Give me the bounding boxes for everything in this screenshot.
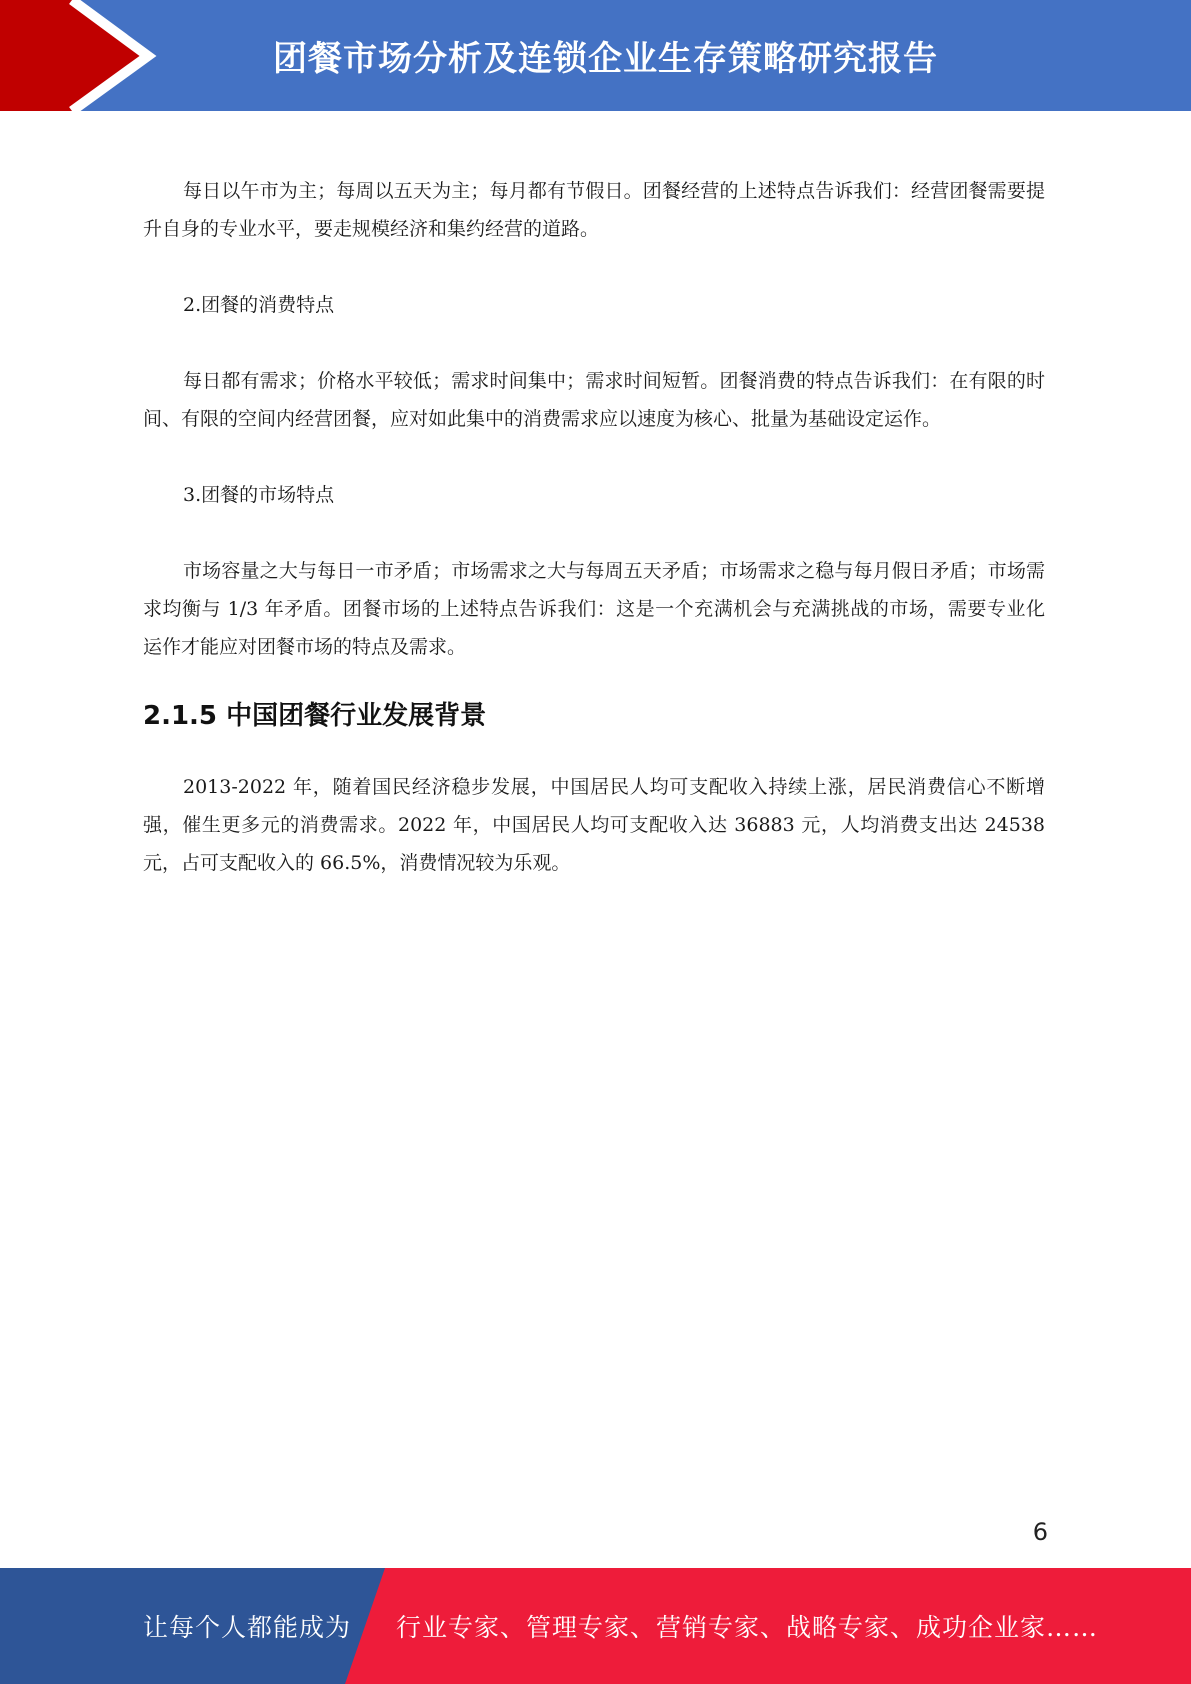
spacer xyxy=(143,514,1045,552)
document-title: 团餐市场分析及连锁企业生存策略研究报告 xyxy=(273,39,938,79)
header-banner xyxy=(0,0,1191,111)
paragraph-industry-background: 2013-2022 年，随着国民经济稳步发展，中国居民人均可支配收入持续上涨，居民消费信心不断增强，催生更多元的消费需求。2022 年，中国居民人均可支配收入达 36883 元，人均消费支出达 24538 元，占可支配收入的 66.5%，消费情况较为乐观。 xyxy=(143,776,1045,874)
page-number: 6 xyxy=(1032,1518,1048,1546)
footer-banner xyxy=(0,1568,1191,1684)
footer-slogan-right: 行业专家、管理专家、营销专家、战略专家、成功企业家…… xyxy=(396,1613,1099,1642)
spacer xyxy=(143,736,1045,768)
subheading-consumption-features: 2.团餐的消费特点 xyxy=(183,294,335,316)
spacer xyxy=(143,248,1045,286)
footer-slogan-left: 让每个人都能成为 xyxy=(143,1613,352,1642)
spacer xyxy=(143,324,1045,362)
paragraph-consumption-features: 每日都有需求；价格水平较低；需求时间集中；需求时间短暂。团餐消费的特点告诉我们：在有限的时间、有限的空间内经营团餐，应对如此集中的消费需求应以速度为核心、批量为基础设定运作。 xyxy=(143,370,1045,430)
spacer xyxy=(143,666,1045,696)
page-content xyxy=(143,172,1045,882)
subheading-market-features: 3.团餐的市场特点 xyxy=(183,484,335,506)
paragraph-market-features: 市场容量之大与每日一市矛盾；市场需求之大与每周五天矛盾；市场需求之稳与每月假日矛盾；市场需求均衡与 1/3 年矛盾。团餐市场的上述特点告诉我们：这是一个充满机会与充满挑战的市场，需要专业化 运作才能应对团餐市场的特点及需求。 xyxy=(143,560,1045,658)
spacer xyxy=(143,438,1045,476)
section-heading-background: 2.1.5 中国团餐行业发展背景 xyxy=(143,701,487,731)
paragraph-daily-pattern: 每日以午市为主；每周以五天为主；每月都有节假日。团餐经营的上述特点告诉我们：经营团餐需要提升自身的专业水平，要走规模经济和集约经营的道路。 xyxy=(143,180,1045,240)
